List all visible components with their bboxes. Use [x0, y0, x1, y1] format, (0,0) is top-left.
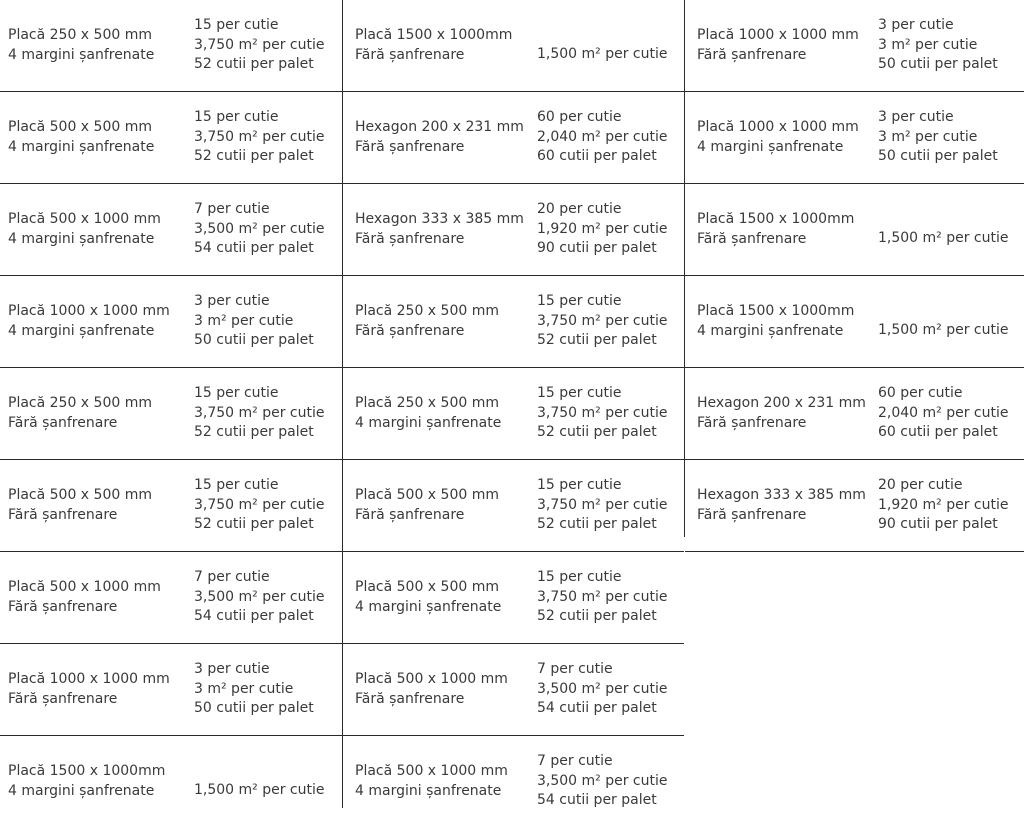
product-packaging — [537, 552, 668, 643]
product-title: Placă 500 x 500 mm — [8, 119, 152, 135]
product-title: Placă 500 x 500 mm — [355, 487, 499, 503]
product-edge-type: Fără șanfrenare — [355, 46, 465, 63]
boxes-per-pallet: 52 cutii per palet — [194, 56, 314, 73]
column-2 — [343, 0, 684, 828]
pieces-per-box: 15 per cutie — [537, 385, 622, 402]
product-edge-type: Fără șanfrenare — [697, 230, 807, 247]
product-cell — [0, 644, 342, 736]
product-name — [8, 184, 161, 275]
boxes-per-pallet: 50 cutii per palet — [194, 332, 314, 349]
boxes-per-pallet: 52 cutii per palet — [194, 424, 314, 441]
area-per-box: 2,040 m² per cutie — [878, 404, 1009, 421]
pieces-per-box: 15 per cutie — [194, 477, 279, 494]
column-1 — [0, 0, 342, 828]
product-cell — [0, 184, 342, 276]
product-packaging — [537, 368, 668, 459]
boxes-per-pallet: 52 cutii per palet — [194, 148, 314, 165]
product-title: Placă 500 x 1000 mm — [355, 671, 508, 687]
product-name — [8, 368, 152, 459]
product-cell — [343, 92, 684, 184]
boxes-per-pallet: 52 cutii per palet — [537, 332, 657, 349]
product-name — [8, 552, 161, 643]
area-per-box: 1,920 m² per cutie — [537, 220, 668, 237]
area-per-box: 3,750 m² per cutie — [194, 496, 325, 513]
product-title: Placă 500 x 1000 mm — [8, 579, 161, 595]
pieces-per-box: 15 per cutie — [537, 569, 622, 586]
area-per-box: 3,750 m² per cutie — [537, 312, 668, 329]
product-packaging — [537, 92, 668, 183]
product-edge-type: Fără șanfrenare — [697, 414, 807, 431]
area-per-box: 3 m² per cutie — [194, 680, 294, 697]
area-per-box: 3 m² per cutie — [194, 312, 294, 329]
product-packaging — [537, 184, 668, 275]
product-title: Placă 1000 x 1000 mm — [8, 303, 170, 319]
product-name — [355, 460, 499, 551]
product-name — [697, 276, 854, 367]
product-packaging — [878, 92, 998, 183]
boxes-per-pallet: 54 cutii per palet — [194, 608, 314, 625]
product-packaging — [537, 0, 668, 91]
product-name — [355, 92, 524, 183]
product-edge-type: 4 margini șanfrenate — [8, 138, 155, 155]
area-per-box: 3,500 m² per cutie — [537, 680, 668, 697]
product-name — [8, 0, 154, 91]
product-edge-type: 4 margini șanfrenate — [355, 782, 502, 799]
product-edge-type: Fără șanfrenare — [355, 506, 465, 523]
boxes-per-pallet: 50 cutii per palet — [878, 148, 998, 165]
product-edge-type: 4 margini șanfrenate — [697, 138, 844, 155]
boxes-per-pallet: 54 cutii per palet — [194, 240, 314, 257]
pieces-per-box: 3 per cutie — [878, 17, 954, 34]
boxes-per-pallet: 54 cutii per palet — [537, 700, 657, 717]
product-name — [355, 184, 524, 275]
boxes-per-pallet: 52 cutii per palet — [537, 608, 657, 625]
area-per-box: 3,750 m² per cutie — [537, 588, 668, 605]
pieces-per-box: 15 per cutie — [194, 109, 279, 126]
product-title: Placă 500 x 1000 mm — [355, 763, 508, 779]
boxes-per-pallet: 1,500 m² per cutie — [194, 782, 325, 799]
product-packaging — [194, 92, 325, 183]
boxes-per-pallet: 1,500 m² per cutie — [878, 230, 1009, 247]
boxes-per-pallet: 50 cutii per palet — [194, 700, 314, 717]
boxes-per-pallet: 52 cutii per palet — [194, 516, 314, 533]
pieces-per-box: 3 per cutie — [194, 661, 270, 678]
product-edge-type: Fără șanfrenare — [8, 598, 118, 615]
product-title: Hexagon 333 x 385 mm — [697, 487, 866, 503]
boxes-per-pallet: 52 cutii per palet — [537, 424, 657, 441]
boxes-per-pallet: 54 cutii per palet — [537, 792, 657, 809]
area-per-box: 3,500 m² per cutie — [537, 772, 668, 789]
product-name — [697, 92, 859, 183]
boxes-per-pallet: 90 cutii per palet — [878, 516, 998, 533]
product-cell — [685, 460, 1024, 552]
product-cell — [343, 552, 684, 644]
product-edge-type: 4 margini șanfrenate — [8, 782, 155, 799]
product-cell — [685, 184, 1024, 276]
product-edge-type: Fără șanfrenare — [8, 414, 118, 431]
boxes-per-pallet: 90 cutii per palet — [537, 240, 657, 257]
area-per-box: 3 m² per cutie — [878, 128, 978, 145]
area-per-box: 1,920 m² per cutie — [878, 496, 1009, 513]
product-name — [355, 276, 499, 367]
product-name — [355, 368, 501, 459]
pieces-per-box: 7 per cutie — [194, 569, 270, 586]
product-edge-type: Fără șanfrenare — [697, 46, 807, 63]
boxes-per-pallet: 1,500 m² per cutie — [537, 46, 668, 63]
product-name — [8, 644, 170, 735]
product-packaging — [878, 184, 1009, 275]
boxes-per-pallet: 60 cutii per palet — [878, 424, 998, 441]
boxes-per-pallet: 1,500 m² per cutie — [878, 322, 1009, 339]
product-cell — [343, 368, 684, 460]
product-cell — [685, 276, 1024, 368]
area-per-box: 2,040 m² per cutie — [537, 128, 668, 145]
area-per-box: 3 m² per cutie — [878, 36, 978, 53]
area-per-box: 3,750 m² per cutie — [537, 404, 668, 421]
product-packaging — [878, 276, 1009, 367]
product-title: Placă 250 x 500 mm — [355, 303, 499, 319]
product-edge-type: 4 margini șanfrenate — [8, 322, 155, 339]
product-packaging — [194, 644, 314, 735]
product-packaging — [878, 368, 1009, 459]
product-packaging — [194, 0, 325, 91]
area-per-box: 3,750 m² per cutie — [537, 496, 668, 513]
area-per-box: 3,750 m² per cutie — [194, 128, 325, 145]
product-name — [355, 644, 508, 735]
pieces-per-box: 7 per cutie — [194, 201, 270, 218]
product-packaging — [194, 552, 325, 643]
product-packaging — [194, 460, 325, 551]
product-edge-type: Fără șanfrenare — [697, 506, 807, 523]
product-title: Placă 250 x 500 mm — [355, 395, 499, 411]
pieces-per-box: 15 per cutie — [537, 477, 622, 494]
boxes-per-pallet: 52 cutii per palet — [537, 516, 657, 533]
product-title: Placă 500 x 500 mm — [355, 579, 499, 595]
product-title: Placă 500 x 500 mm — [8, 487, 152, 503]
product-title: Placă 1500 x 1000mm — [355, 27, 513, 43]
product-title: Hexagon 200 x 231 mm — [355, 119, 524, 135]
product-name — [697, 184, 854, 275]
product-packaging — [878, 0, 998, 91]
product-cell — [343, 460, 684, 552]
product-name — [8, 276, 170, 367]
product-title: Placă 1500 x 1000mm — [697, 303, 855, 319]
pieces-per-box: 15 per cutie — [537, 293, 622, 310]
pieces-per-box: 3 per cutie — [878, 109, 954, 126]
area-per-box: 3,500 m² per cutie — [194, 220, 325, 237]
product-cell — [0, 736, 342, 827]
product-cell — [343, 276, 684, 368]
product-edge-type: 4 margini șanfrenate — [8, 230, 155, 247]
pieces-per-box: 60 per cutie — [878, 385, 963, 402]
product-name — [355, 552, 501, 643]
pieces-per-box: 7 per cutie — [537, 661, 613, 678]
product-cell — [343, 644, 684, 736]
product-packaging — [537, 736, 668, 827]
product-cell — [0, 92, 342, 184]
boxes-per-pallet: 60 cutii per palet — [537, 148, 657, 165]
pieces-per-box: 15 per cutie — [194, 385, 279, 402]
product-name — [697, 0, 859, 91]
pieces-per-box: 60 per cutie — [537, 109, 622, 126]
pieces-per-box: 15 per cutie — [194, 17, 279, 34]
product-edge-type: 4 margini șanfrenate — [8, 46, 155, 63]
product-name — [355, 736, 508, 827]
product-cell — [343, 184, 684, 276]
pieces-per-box: 20 per cutie — [537, 201, 622, 218]
product-cell — [343, 0, 684, 92]
product-title: Placă 1500 x 1000mm — [8, 763, 166, 779]
boxes-per-pallet: 50 cutii per palet — [878, 56, 998, 73]
product-packaging — [537, 460, 668, 551]
product-name — [697, 460, 866, 551]
product-cell — [0, 0, 342, 92]
area-per-box: 3,750 m² per cutie — [194, 36, 325, 53]
product-edge-type: 4 margini șanfrenate — [355, 598, 502, 615]
product-edge-type: Fără șanfrenare — [355, 322, 465, 339]
pieces-per-box: 20 per cutie — [878, 477, 963, 494]
product-cell — [685, 92, 1024, 184]
product-edge-type: Fără șanfrenare — [8, 506, 118, 523]
product-edge-type: Fără șanfrenare — [355, 230, 465, 247]
column-3 — [685, 0, 1024, 552]
product-title: Placă 1000 x 1000 mm — [697, 119, 859, 135]
product-cell — [0, 368, 342, 460]
product-edge-type: Fără șanfrenare — [355, 690, 465, 707]
product-packaging — [194, 184, 325, 275]
product-name — [8, 460, 152, 551]
product-packaging — [537, 644, 668, 735]
product-packaging — [194, 276, 314, 367]
product-title: Hexagon 333 x 385 mm — [355, 211, 524, 227]
product-cell — [0, 276, 342, 368]
pieces-per-box: 7 per cutie — [537, 753, 613, 770]
product-title: Placă 250 x 500 mm — [8, 395, 152, 411]
product-cell — [685, 0, 1024, 92]
product-packaging — [194, 736, 325, 827]
pieces-per-box: 3 per cutie — [194, 293, 270, 310]
product-cell — [343, 736, 684, 827]
product-packaging — [537, 276, 668, 367]
product-cell — [0, 460, 342, 552]
product-title: Placă 1000 x 1000 mm — [697, 27, 859, 43]
product-title: Placă 500 x 1000 mm — [8, 211, 161, 227]
product-title: Hexagon 200 x 231 mm — [697, 395, 866, 411]
product-name — [8, 736, 165, 827]
area-per-box: 3,750 m² per cutie — [194, 404, 325, 421]
product-edge-type: 4 margini șanfrenate — [355, 414, 502, 431]
product-title: Placă 1500 x 1000mm — [697, 211, 855, 227]
product-packaging — [194, 368, 325, 459]
product-packaging — [878, 460, 1009, 551]
product-edge-type: 4 margini șanfrenate — [697, 322, 844, 339]
product-title: Placă 250 x 500 mm — [8, 27, 152, 43]
product-edge-type: Fără șanfrenare — [355, 138, 465, 155]
product-cell — [685, 368, 1024, 460]
product-edge-type: Fără șanfrenare — [8, 690, 118, 707]
product-name — [8, 92, 154, 183]
product-name — [355, 0, 512, 91]
product-title: Placă 1000 x 1000 mm — [8, 671, 170, 687]
product-name — [697, 368, 866, 459]
area-per-box: 3,500 m² per cutie — [194, 588, 325, 605]
product-cell — [0, 552, 342, 644]
